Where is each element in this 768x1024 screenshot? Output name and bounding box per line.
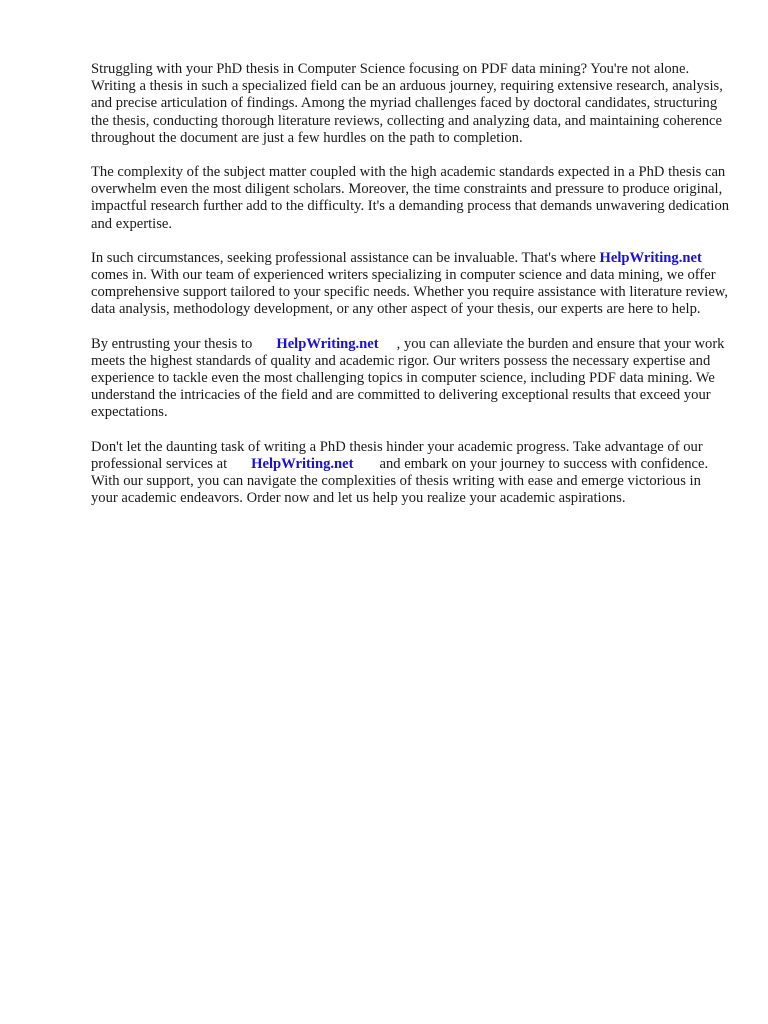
helpwriting-link-1[interactable]: HelpWriting.net <box>599 249 702 266</box>
paragraph-entrusting-text-before: By entrusting your thesis to <box>91 335 253 352</box>
paragraph-assistance <box>91 250 731 319</box>
paragraph-closing-text-before: Don't let the daunting task of writing a PhD thesis hinder your academic progress. Take advantage of our professional services at <box>91 438 703 472</box>
document-body <box>91 61 731 524</box>
paragraph-intro-text: Struggling with your PhD thesis in Computer Science focusing on PDF data mining? You're not alone. Writing a thesis in such a specialized field can be an arduous journey, requiring extensive research, analysis, and precise articulation of findings. Among the myriad challenges faced by doctoral candidates, structuring the thesis, conducting thorough literature reviews, collecting and analyzing data, and maintaining coherence throughout the document are just a few hurdles on the path to completion. <box>91 61 723 146</box>
paragraph-intro <box>91 61 731 147</box>
paragraph-assistance-text-before: In such circumstances, seeking professional assistance can be invaluable. That's where <box>91 249 596 266</box>
paragraph-closing <box>91 439 731 508</box>
helpwriting-link-2[interactable]: HelpWriting.net <box>276 335 379 352</box>
helpwriting-link-3[interactable]: HelpWriting.net <box>251 455 354 472</box>
paragraph-entrusting <box>91 336 731 422</box>
paragraph-assistance-text-after: comes in. With our team of experienced writers specializing in computer science and data mining, we offer comprehensive support tailored to your specific needs. Whether you require assistance with literature review, data analysis, methodology development, or any other aspect of your thesis, our experts are here to help. <box>91 267 729 318</box>
paragraph-complexity-text: The complexity of the subject matter coupled with the high academic standards expected in a PhD thesis can overwhelm even the most diligent scholars. Moreover, the time constraints and pressure to produce original, impactful research further add to the difficulty. It's a demanding process that demands unwavering dedication and expertise. <box>91 164 730 232</box>
paragraph-closing-text-after: and embark on your journey to success with confidence. With our support, you can navigate the complexities of thesis writing with ease and emerge victorious in your academic endeavors. Order now and let us help you realize your academic aspirations. <box>91 455 709 507</box>
paragraph-complexity <box>91 164 731 233</box>
paragraph-entrusting-text-after: , you can alleviate the burden and ensure that your work meets the highest standards of quality and academic rigor. Our writers possess the necessary expertise and experience to tackle even the most challenging topics in computer science, including PDF data mining. We understand the intricacies of the field and are committed to delivering exceptional results that exceed your expectations. <box>91 335 725 421</box>
